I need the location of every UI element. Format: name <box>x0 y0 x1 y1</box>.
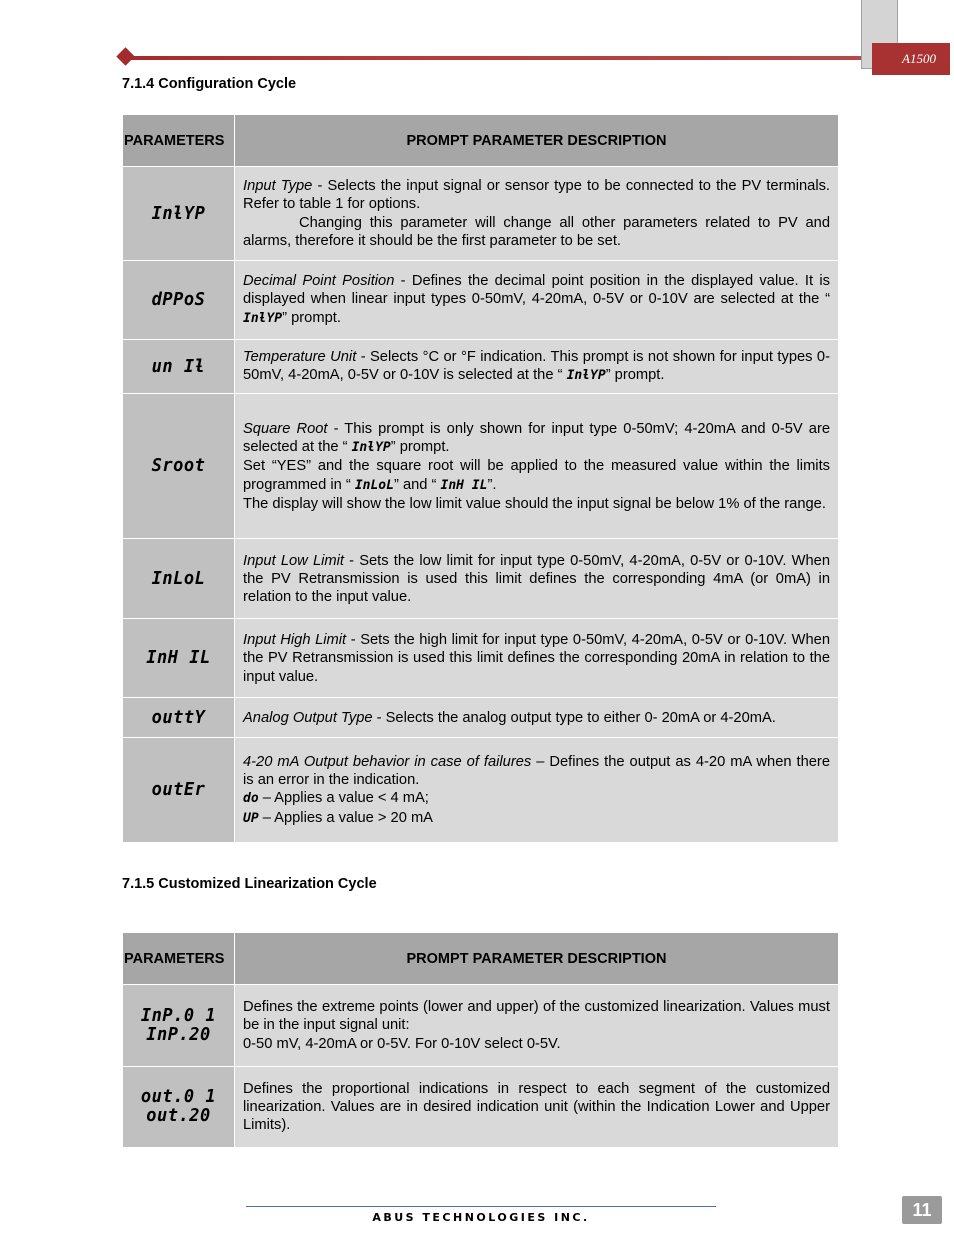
table-row <box>123 985 839 1067</box>
param-description: 4-20 mA Output behavior in case of failures – Defines the output as 4-20 mA when there is an error in the indication. do – Applies a value < 4 mA; UP – Applies a value > 20 mA <box>235 738 839 843</box>
page-number: 11 <box>902 1196 942 1224</box>
param-code: dPPoS <box>123 261 235 340</box>
param-description: Input High Limit - Sets the high limit for input type 0-50mV, 4-20mA, 0-5V or 0-10V. When the PV Retransmission is used this limit defines the corresponding 20mA in relation to the input value. <box>235 619 839 698</box>
param-code: InƚYP <box>123 167 235 261</box>
section-title-linearization: 7.1.5 Customized Linearization Cycle <box>122 876 377 892</box>
footer-company: ABUS TECHNOLOGIES INC. <box>372 1211 590 1224</box>
param-description: Temperature Unit - Selects °C or °F indication. This prompt is not shown for input types 0-50mV, 4-20mA, 0-5V or 0-10V is selected at the “ InƚYP” prompt. <box>235 340 839 394</box>
param-code: InLoL <box>123 539 235 619</box>
param-description: Input Low Limit - Sets the low limit for input type 0-50mV, 4-20mA, 0-5V or 0-10V. When the PV Retransmission is used this limit defines the corresponding 4mA (or 0mA) in relation to the input value. <box>235 539 839 619</box>
param-code: outEr <box>123 738 235 843</box>
model-badge: A1500 <box>872 43 950 75</box>
table-row <box>123 738 839 843</box>
table-row <box>123 261 839 340</box>
param-description: Defines the proportional indications in respect to each segment of the customized linearization. Values are in desired indication unit (within the Indication Lower and Upper Limits). <box>235 1067 839 1148</box>
table-header-row <box>123 115 839 167</box>
col-header-parameters: PARAMETERS <box>123 115 235 167</box>
param-code: outtY <box>123 698 235 738</box>
config-table <box>122 114 839 843</box>
table-row <box>123 340 839 394</box>
table-row <box>123 167 839 261</box>
header-rule <box>126 56 872 60</box>
section-title-config: 7.1.4 Configuration Cycle <box>122 76 297 92</box>
param-description: Square Root - This prompt is only shown for input type 0-50mV; 4-20mA and 0-5V are selected at the “ InƚYP” prompt. Set “YES” and the square root will be applied to the measured value within the limits programmed in “ InLoL” and “ InH IL”. The display will show the low limit value should the input signal be below 1% of the range. <box>235 394 839 539</box>
table-row <box>123 394 839 539</box>
param-description: Defines the extreme points (lower and upper) of the customized linearization. Values must be in the input signal unit: 0-50 mV, 4-20mA or 0-5V. For 0-10V select 0-5V. <box>235 985 839 1067</box>
table-row <box>123 619 839 698</box>
param-description: Decimal Point Position - Defines the decimal point position in the displayed value. It is displayed when linear input types 0-50mV, 4-20mA, 0-5V or 0-10V are selected at the “ InƚYP” prompt. <box>235 261 839 340</box>
param-code: Sroot <box>123 394 235 539</box>
param-description: Input Type - Selects the input signal or sensor type to be connected to the PV terminals. Refer to table 1 for options. Changing this parameter will change all other parameters related to PV and alarms, therefore it should be the first parameter to be set. <box>235 167 839 261</box>
table-row <box>123 1067 839 1148</box>
param-code: InH IL <box>123 619 235 698</box>
param-code: InP.0 1 InP.20 <box>123 985 235 1067</box>
param-code: out.0 1 out.20 <box>123 1067 235 1148</box>
header-diamond <box>116 47 134 65</box>
linearization-table <box>122 932 839 1148</box>
table-row <box>123 539 839 619</box>
table-header-row <box>123 933 839 985</box>
param-description: Analog Output Type - Selects the analog output type to either 0- 20mA or 4-20mA. <box>235 698 839 738</box>
col-header-description: PROMPT PARAMETER DESCRIPTION <box>235 933 839 985</box>
table-row <box>123 698 839 738</box>
param-code: un Iƚ <box>123 340 235 394</box>
footer-rule <box>246 1206 716 1207</box>
col-header-parameters: PARAMETERS <box>123 933 235 985</box>
col-header-description: PROMPT PARAMETER DESCRIPTION <box>235 115 839 167</box>
